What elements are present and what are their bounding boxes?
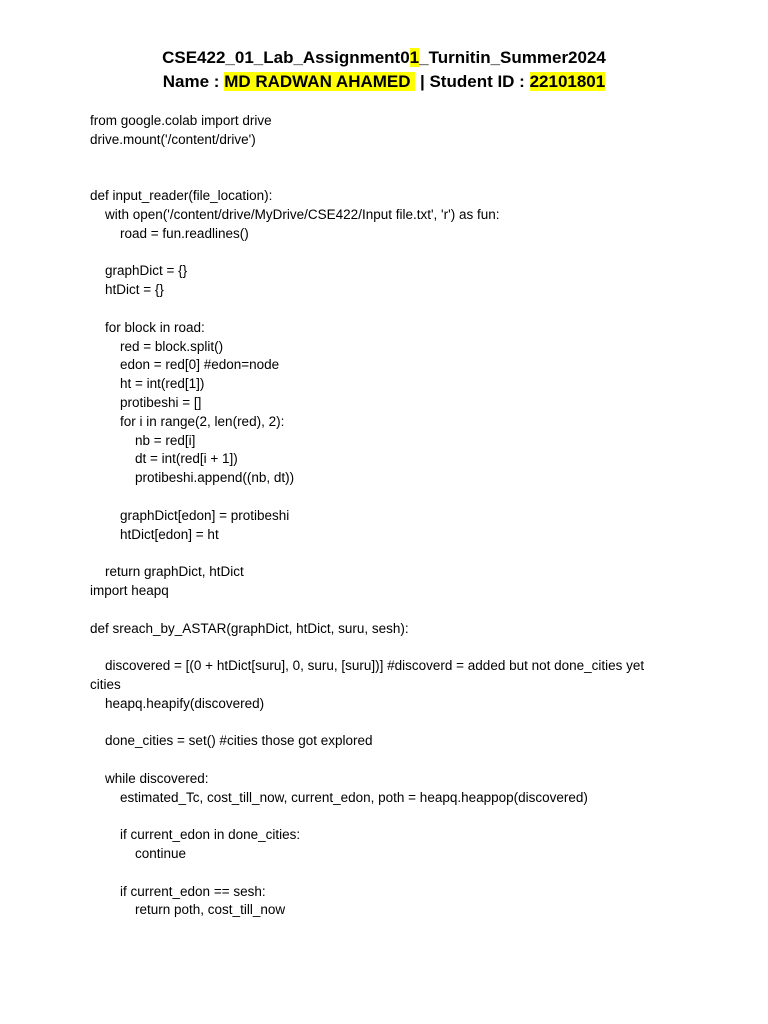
- code-line: continue: [90, 846, 187, 862]
- code-line: while discovered:: [90, 770, 209, 786]
- code-line: edon = red[0] #edon=node: [90, 357, 280, 373]
- code-line: [90, 714, 690, 733]
- code-line: def input_reader(file_location):: [90, 188, 273, 204]
- code-line: [90, 601, 690, 620]
- code-line: heapq.heapify(discovered): [90, 695, 265, 711]
- title-part1: CSE422_01_Lab_Assignment0: [162, 48, 410, 67]
- code-line: cities: [90, 676, 121, 692]
- code-line: [90, 544, 690, 563]
- code-line: htDict = {}: [90, 282, 164, 298]
- code-line: graphDict = {}: [90, 263, 188, 279]
- student-name: MD RADWAN AHAMED: [224, 72, 416, 91]
- code-line: htDict[edon] = ht: [90, 526, 219, 542]
- code-line: def sreach_by_ASTAR(graphDict, htDict, suru, sesh):: [90, 620, 409, 636]
- code-line: [90, 638, 690, 657]
- code-line: road = fun.readlines(): [90, 225, 249, 241]
- code-line: drive.mount('/content/drive'): [90, 131, 256, 147]
- student-id-label: | Student ID :: [415, 72, 530, 91]
- code-line: [90, 488, 690, 507]
- document-header: [0, 46, 768, 94]
- code-line: with open('/content/drive/MyDrive/CSE422/Input file.txt', 'r') as fun:: [90, 206, 500, 222]
- code-line: [90, 300, 690, 319]
- code-line: estimated_Tc, cost_till_now, current_edon, poth = heapq.heappop(discovered): [90, 789, 588, 805]
- code-line: [90, 751, 690, 770]
- title-highlight: 1: [409, 48, 420, 67]
- code-line: nb = red[i]: [90, 432, 196, 448]
- code-line: ht = int(red[1]): [90, 376, 205, 392]
- student-info: [0, 70, 768, 94]
- code-line: [90, 807, 690, 826]
- code-line: from google.colab import drive: [90, 113, 272, 128]
- code-line: [90, 244, 690, 263]
- code-line: if current_edon in done_cities:: [90, 827, 301, 843]
- title-part2: _Turnitin_Summer2024: [419, 48, 606, 67]
- code-line: return graphDict, htDict: [90, 564, 244, 580]
- code-line: protibeshi = []: [90, 394, 202, 410]
- code-line: for block in road:: [90, 319, 205, 335]
- code-line: return poth, cost_till_now: [90, 902, 286, 918]
- code-block: [90, 112, 690, 920]
- code-line: done_cities = set() #cities those got explored: [90, 733, 373, 749]
- code-line: red = block.split(): [90, 338, 224, 354]
- code-line: graphDict[edon] = protibeshi: [90, 507, 290, 523]
- code-line: dt = int(red[i + 1]): [90, 451, 238, 467]
- code-line: if current_edon == sesh:: [90, 883, 266, 899]
- code-line: for i in range(2, len(red), 2):: [90, 413, 285, 429]
- code-line: protibeshi.append((nb, dt)): [90, 470, 295, 486]
- assignment-title: [0, 46, 768, 70]
- name-label: Name :: [162, 72, 225, 91]
- code-line: [90, 150, 690, 169]
- code-line: [90, 864, 690, 883]
- code-line: discovered = [(0 + htDict[suru], 0, suru, [suru])] #discoverd = added but not done_cities yet: [90, 658, 645, 674]
- student-id: 22101801: [529, 72, 606, 91]
- code-line: [90, 168, 690, 187]
- code-line: import heapq: [90, 582, 169, 598]
